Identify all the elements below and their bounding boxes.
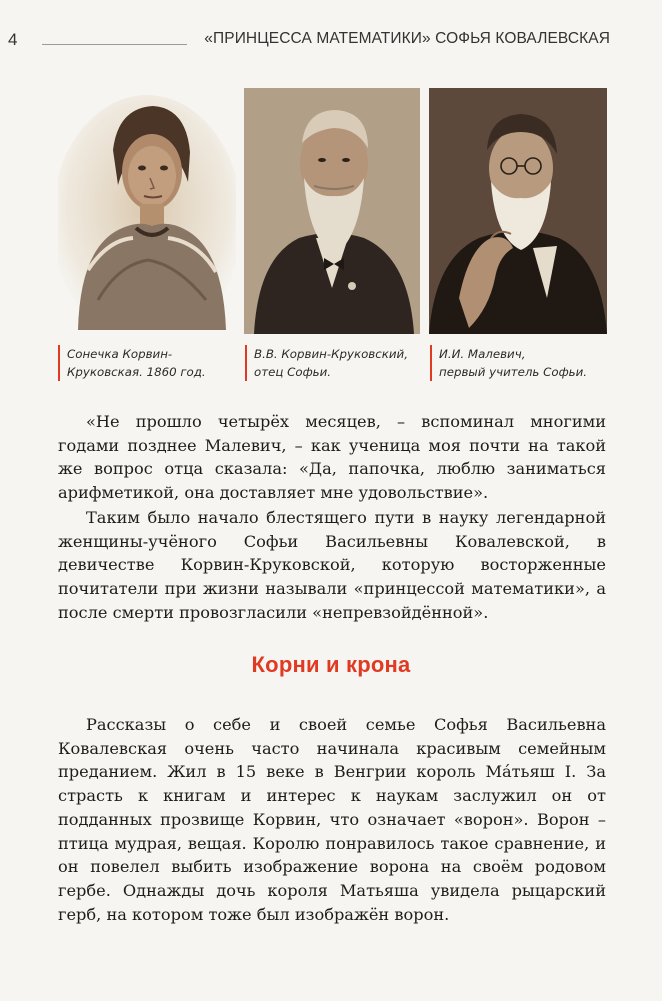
page-number: 4 [8,30,18,49]
section-heading: Корни и крона [251,652,411,677]
body-paragraph-quote: «Не прошло четырёх месяцев, – вспоминал многими годами позднее Малевич, – как ученица моя почти на такой же вопрос отца сказала: «Да, папочка, люблю заниматься арифметикой, она доставляет мне удовольствие». [58,412,606,503]
photo-caption-teacher: И.И. Малевич, первый учитель Софьи. [430,345,617,381]
running-header [0,30,662,52]
body-paragraph-intro: Таким было начало блестящего пути в науку легендарной женщины-учёного Софьи Васильевны Ковалевской, в девичестве Корвин-Круковской, которую восторженные почитатели при жизни называли «принцессой математики», а после смерти провозгласили «непревзойдённой». [58,508,606,622]
running-title: «ПРИНЦЕССА МАТЕМАТИКИ» СОФЬЯ КОВАЛЕВСКАЯ [204,30,610,47]
portrait-photo-girl [58,90,236,330]
header-rule [42,44,187,45]
photo-caption-father: В.В. Корвин-Круковский, отец Софьи. [245,345,429,381]
body-paragraph-legend: Рассказы о себе и своей семье Софья Васильевна Ковалевская очень часто начинала красивым семейным преданием. Жил в 15 веке в Венгрии король Ма́тьяш I. За страсть к книгам и интерес к наукам заслужил он от подданных прозвище Корвин, что означает «ворон». Ворон – птица мудрая, вещая. Королю понравилось такое сравнение, и он повелел выбить изображение ворона на своём родовом гербе. Однажды дочь короля Матьяша увидела рыцарский герб, на котором тоже был изображён ворон. [58,715,606,924]
portrait-photo-father [244,88,420,334]
portrait-photo-teacher [429,88,607,334]
photo-caption-girl: Сонечка Корвин- Круковская. 1860 год. [58,345,237,381]
